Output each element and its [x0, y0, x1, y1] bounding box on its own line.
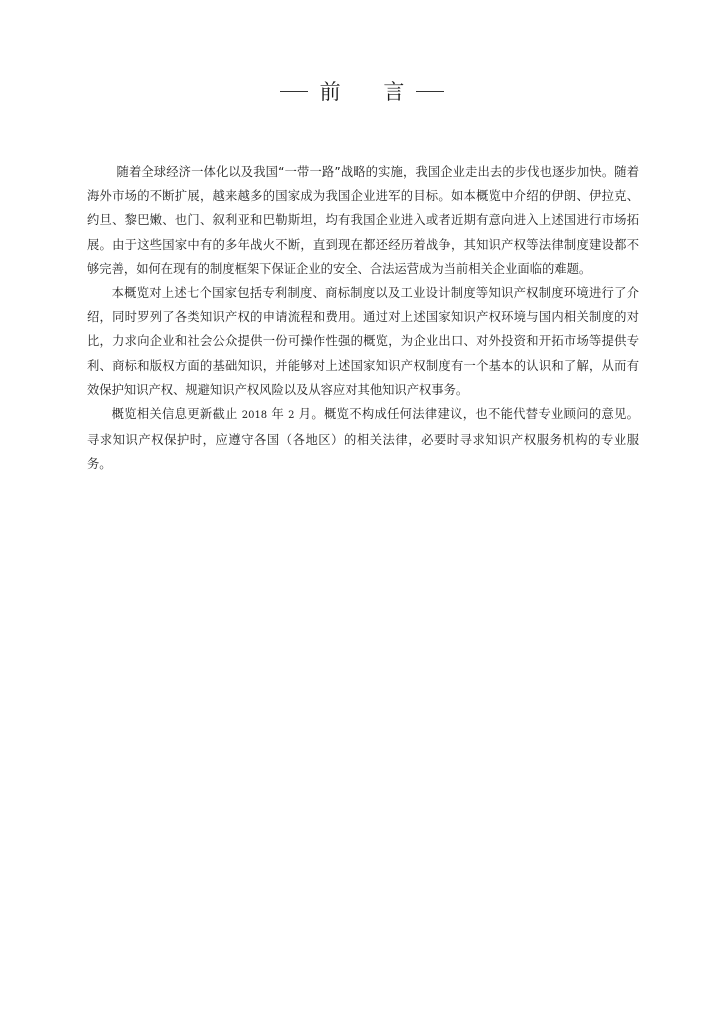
preface-heading — [0, 76, 724, 106]
preface-body — [87, 160, 639, 477]
paragraph-3-rest: 月。概览不构成任何法律建议，也不能代替专业顾问的意见。寻求知识产权保护时，应遵守各国（各地区）的相关法律，必要时寻求知识产权服务机构的专业服务。 — [87, 407, 639, 472]
paragraph-3-lead: 概览相关信息更新截止 — [111, 407, 238, 422]
title-left-dash — [280, 91, 308, 92]
title-right-dash — [416, 91, 444, 92]
paragraph-1: 随着全球经济一体化以及我国“一带一路”战略的实施，我国企业走出去的步伐也逐步加快。随着海外市场的不断扩展，越来越多的国家成为我国企业进军的目标。如本概览中介绍的伊朗、伊拉克、约旦、黎巴嫩、也门、叙利亚和巴勒斯坦，均有我国企业进入或者近期有意向进入上述国进行市场拓展。由于这些国家中有的多年战火不断，直到现在都还经历着战争，其知识产权等法律制度建设都不够完善，如何在现有的制度框架下保证企业的安全、合法运营成为当前相关企业面临的难题。 — [87, 165, 639, 276]
update-year: 2018 — [241, 410, 268, 422]
paragraph-3 — [87, 402, 639, 477]
page-title: 前 言 — [319, 80, 423, 104]
update-month: 2 — [288, 410, 295, 422]
update-year-unit: 年 — [271, 407, 285, 422]
paragraph-2: 本概览对上述七个国家包括专利制度、商标制度以及工业设计制度等知识产权制度环境进行了介绍，同时罗列了各类知识产权的申请流程和费用。通过对上述国家知识产权环境与国内相关制度的对比，力求向企业和社会公众提供一份可操作性强的概览，为企业出口、对外投资和开拓市场等提供专利、商标和版权方面的基础知识，并能够对上述国家知识产权制度有一个基本的认识和了解，从而有效保护知识产权、规避知识产权风险以及从容应对其他知识产权事务。 — [87, 286, 639, 397]
